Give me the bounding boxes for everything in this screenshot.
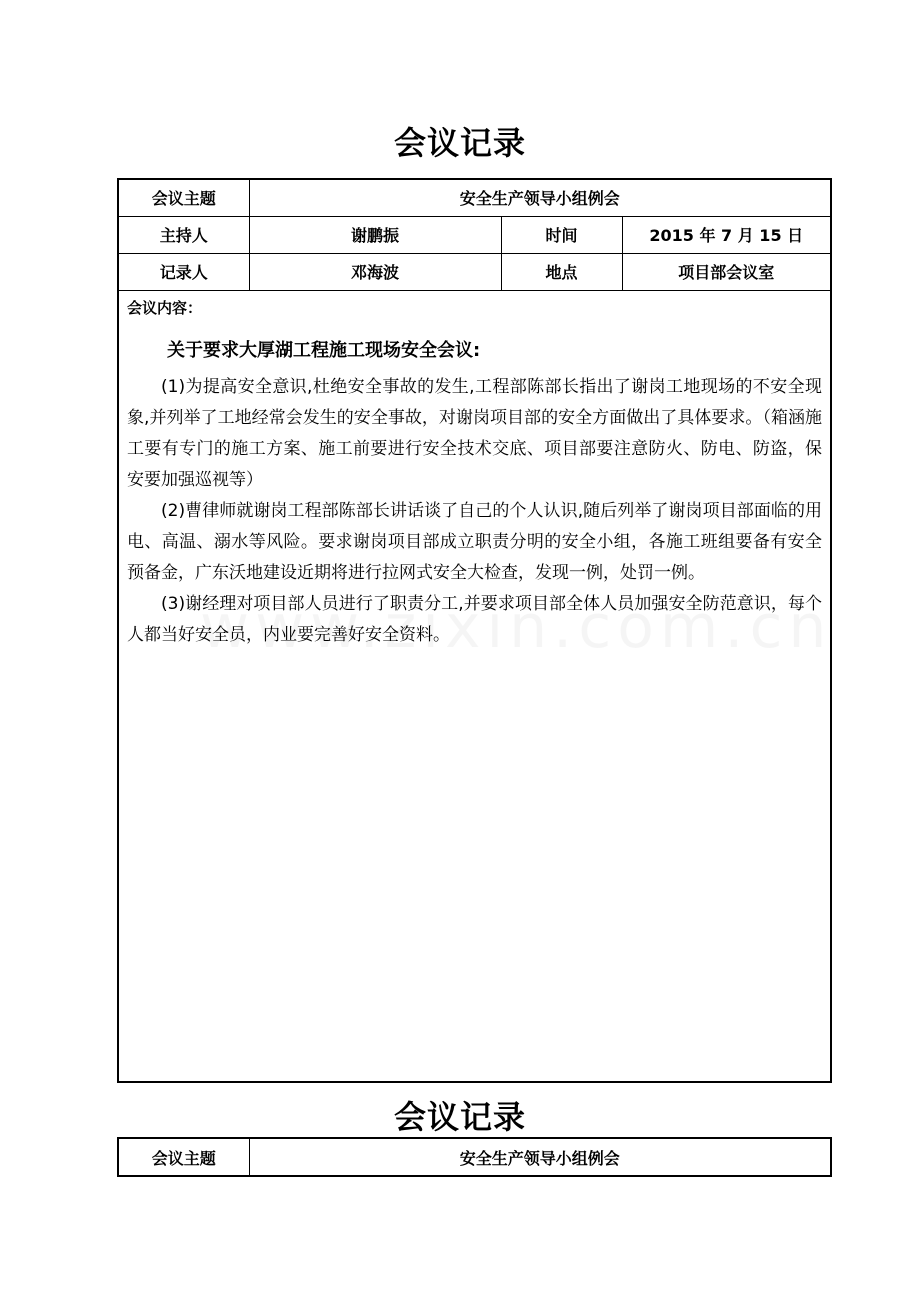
content-body [127,372,822,651]
host-time-row [118,216,831,253]
recorder-value: 邓海波 [249,253,501,290]
meeting-content-cell [118,290,831,1082]
meeting-record-table [117,178,832,1083]
topic-row-2 [118,1138,831,1176]
place-label: 地点 [501,253,622,290]
time-value: 2015 年 7 月 15 日 [622,216,831,253]
content-heading: 关于要求大厚湖工程施工现场安全会议: [167,339,481,361]
topic-value: 安全生产领导小组例会 [249,179,831,216]
host-label: 主持人 [118,216,249,253]
meeting-record-table-2 [117,1137,832,1177]
content-paragraph-1: (1)为提高安全意识,杜绝安全事故的发生,工程部陈部长指出了谢岗工地现场的不安全现象,并列举了工地经常会发生的安全事故，对谢岗项目部的安全方面做出了具体要求。（箱涵施工要有专门的施工方案、施工前要进行安全技术交底、项目部要注意防火、防电、防盗，保安要加强巡视等） [127,376,823,490]
topic-label: 会议主题 [118,179,249,216]
host-value: 谢鹏振 [249,216,501,253]
content-paragraph-3: (3)谢经理对项目部人员进行了职责分工,并要求项目部全体人员加强安全防范意识，每个人都当好安全员，内业要完善好安全资料。 [127,593,823,645]
recorder-place-row [118,253,831,290]
topic-row [118,179,831,216]
recorder-label: 记录人 [118,253,249,290]
place-value: 项目部会议室 [622,253,831,290]
topic-value-2: 安全生产领导小组例会 [249,1138,831,1176]
page-title-2: 会议记录 [393,1098,526,1136]
content-paragraph-2: (2)曹律师就谢岗工程部陈部长讲话谈了自己的个人认识,随后列举了谢岗项目部面临的用电、高温、溺水等风险。要求谢岗项目部成立职责分明的安全小组，各施工班组要备有安全预备金，广东沃地建设近期将进行拉网式安全大检查，发现一例，处罚一例。 [127,500,823,583]
topic-label-2: 会议主题 [118,1138,249,1176]
time-label: 时间 [501,216,622,253]
page-title: 会议记录 [393,124,526,162]
content-label: 会议内容： [127,298,203,317]
content-row [118,290,831,1082]
